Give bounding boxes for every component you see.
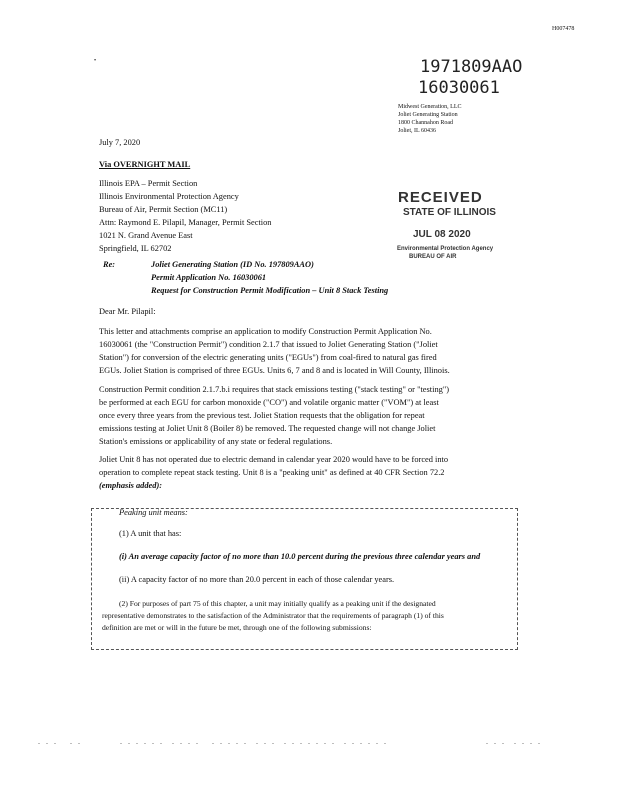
scan-artifact-left: . . . . . xyxy=(38,737,82,746)
recipient-line1: Illinois EPA – Permit Section xyxy=(99,179,198,188)
handwritten-id-2: 16030061 xyxy=(418,78,500,98)
re-line3: Request for Construction Permit Modification – Unit 8 Stack Testing xyxy=(151,286,389,295)
para3-line1: Joliet Unit 8 has not operated due to electric demand in calendar year 2020 would have to be forced into xyxy=(99,455,449,464)
quote-item-i: (i) An average capacity factor of no more than 10.0 percent during the previous three calendar years and xyxy=(119,552,481,561)
quote-item1: (1) A unit that has: xyxy=(119,529,182,538)
para1-line1: This letter and attachments comprise an application to modify Construction Permit Application No. xyxy=(99,327,432,336)
recipient-line3: Bureau of Air, Permit Section (MC11) xyxy=(99,205,228,214)
sender-line3: 1800 Channahon Road xyxy=(398,120,453,126)
sender-line2: Joliet Generating Station xyxy=(398,112,458,118)
para2-line5: Station's emissions or applicability of any state or federal regulations. xyxy=(99,437,333,446)
para3-line2: operation to complete repeat stack testing. Unit 8 is a "peaking unit" as defined at 40 CFR Section 72.2 xyxy=(99,468,445,477)
recipient-line4: Attn: Raymond E. Pilapil, Manager, Permit Section xyxy=(99,218,272,227)
letter-date: July 7, 2020 xyxy=(99,138,141,147)
recipient-line2: Illinois Environmental Protection Agency xyxy=(99,192,239,201)
scan-artifact-middle: . . . . . . . . . . . . . . . . . . . . . . . . . . . . . . . xyxy=(120,737,388,746)
para1-line4: EGUs. Joliet Station is comprised of three EGUs. Units 6, 7 and 8 and is located in Will County, Illinois. xyxy=(99,366,450,375)
re-line1: Joliet Generating Station (ID No. 197809AAO) xyxy=(151,260,314,269)
para1-line3: Station") for conversion of the electric generating units ("EGUs") from coal-fired to natural gas fired xyxy=(99,353,437,362)
recipient-line5: 1021 N. Grand Avenue East xyxy=(99,231,193,240)
para2-line2: be performed at each EGU for carbon monoxide ("CO") and volatile organic matter ("VOM") at least xyxy=(99,398,439,407)
bullet-mark: • xyxy=(94,58,97,64)
para2-line3: once every three years from the previous test. Joliet Station requests that the obligation for repeat xyxy=(99,411,425,420)
sender-name: Midwest Generation, LLC xyxy=(398,104,462,110)
re-label: Re: xyxy=(103,260,116,269)
para3-line3: (emphasis added): xyxy=(99,481,163,490)
re-line2: Permit Application No. 16030061 xyxy=(151,273,267,282)
stamp-date: JUL 08 2020 xyxy=(413,229,471,240)
page-id: H007478 xyxy=(552,26,575,32)
handwritten-id-1: 1971809AAO xyxy=(420,57,523,77)
stamp-bureau: BUREAU OF AIR xyxy=(409,254,457,260)
salutation: Dear Mr. Pilapil: xyxy=(99,307,156,316)
stamp-state: STATE OF ILLINOIS xyxy=(403,207,496,218)
quote-item-ii: (ii) A capacity factor of no more than 20.0 percent in each of those calendar years. xyxy=(119,575,395,584)
para1-line2: 16030061 (the "Construction Permit") condition 2.1.7 that issued to Joliet Generating Station ("Joliet xyxy=(99,340,438,349)
scan-artifact-right: . . . . . . . xyxy=(486,737,542,746)
stamp-agency: Environmental Protection Agency xyxy=(397,246,494,252)
sender-line4: Joliet, IL 60436 xyxy=(398,128,436,134)
quote-intro: Peaking unit means: xyxy=(119,508,188,517)
delivery-method: Via OVERNIGHT MAIL xyxy=(99,160,191,169)
quote-item2-line1: (2) For purposes of part 75 of this chapter, a unit may initially qualify as a peaking unit if the designated xyxy=(119,599,436,608)
quote-item2-line3: definition are met or will in the future be met, through one of the following submissions: xyxy=(102,623,372,632)
quote-item2-line2: representative demonstrates to the satisfaction of the Administrator that the requirements of paragraph (1) of this xyxy=(102,611,444,620)
para2-line1: Construction Permit condition 2.1.7.b.i requires that stack emissions testing ("stack testing" or "testing") xyxy=(99,385,450,394)
para2-line4: emissions testing at Joliet Unit 8 (Boiler 8) be removed. The requested change will not change Joliet xyxy=(99,424,436,433)
stamp-received: RECEIVED xyxy=(398,189,483,206)
recipient-line6: Springfield, IL 62702 xyxy=(99,244,172,253)
